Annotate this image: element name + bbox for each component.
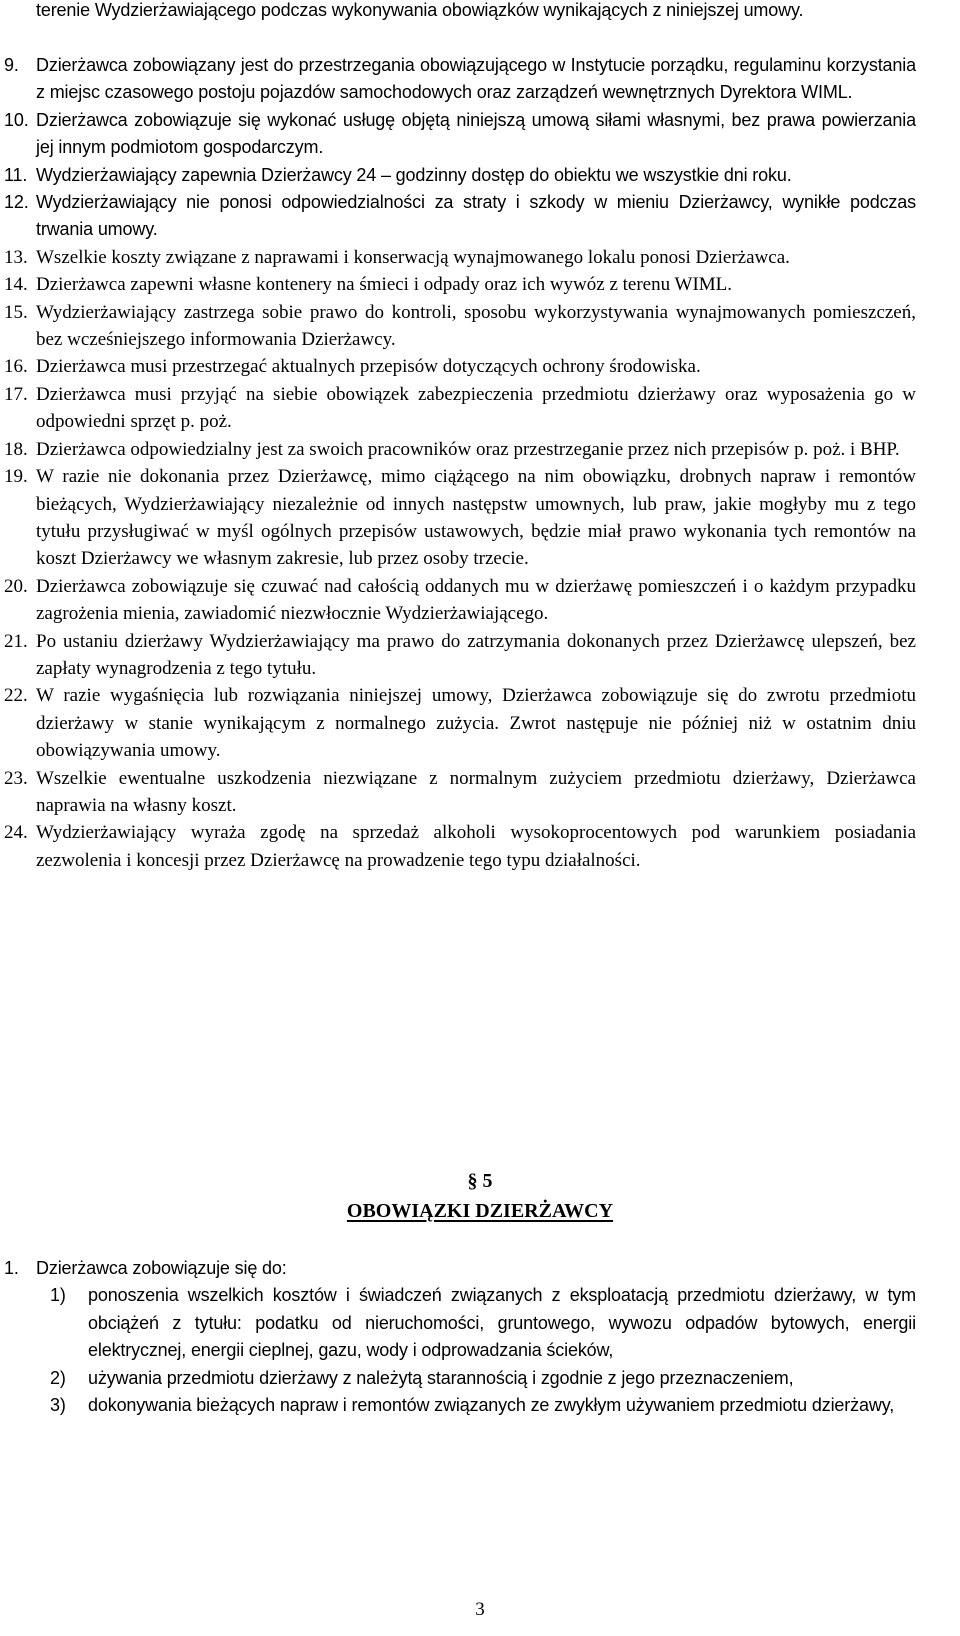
list-item-text: Dzierżawca odpowiedzialny jest za swoich pracowników oraz przestrzeganie przez nich przepisów p. poż. i BHP. bbox=[36, 438, 900, 460]
list-item-text: Dzierżawca musi przyjąć na siebie obowiązek zabezpieczenia przedmiotu dzierżawy oraz wyposażenia go w odpowiedni sprzęt p. poż. bbox=[36, 383, 916, 433]
list-item-text: Po ustaniu dzierżawy Wydzierżawiający ma prawo do zatrzymania dokonanych przez Dzierżawcę ulepszeń, bez zapłaty wynagrodzenia z tego tytułu. bbox=[36, 630, 916, 679]
duties-sub-items bbox=[0, 1282, 960, 1419]
duties-intro-text: Dzierżawca zobowiązuje się do: bbox=[36, 1258, 287, 1278]
duty-sub-item bbox=[50, 1392, 916, 1419]
duty-sub-item bbox=[50, 1365, 916, 1392]
duty-sub-item bbox=[50, 1282, 916, 1364]
list-item bbox=[4, 107, 916, 162]
list-item-number: 23. bbox=[4, 767, 28, 789]
continuation-paragraph: terenie Wydzierżawiającego podczas wykonywania obowiązków wynikających z niniejszej umowy. bbox=[36, 0, 804, 20]
list-item-text: Wydzierżawiający wyraża zgodę na sprzedaż alkoholi wysokoprocentowych pod warunkiem posiadania zezwolenia i koncesji przez Dzierżawcę na prowadzenie tego typu działalności. bbox=[36, 822, 916, 871]
list-item-text: Wszelkie koszty związane z naprawami i konserwacją wynajmowanego lokalu ponosi Dzierżawca. bbox=[36, 246, 790, 268]
list-item-number: 21. bbox=[4, 630, 28, 652]
list-item-number: 15. bbox=[4, 301, 28, 323]
list-item-number: 17. bbox=[4, 383, 28, 405]
duties-intro bbox=[4, 1255, 960, 1282]
duty-sub-item-text: dokonywania bieżących napraw i remontów związanych ze zwykłym używaniem przedmiotu dzierżawy, bbox=[88, 1395, 895, 1416]
list-item bbox=[4, 52, 916, 107]
list-item-text: Dzierżawca musi przestrzegać aktualnych przepisów dotyczących ochrony środowiska. bbox=[36, 356, 701, 378]
list-item bbox=[4, 244, 916, 271]
list-item bbox=[4, 381, 916, 436]
list-item-text: Dzierżawca zobowiązuje się wykonać usługę objętą niniejszą umową siłami własnymi, bez prawa powierzania jej innym podmiotom gospodarczym. bbox=[36, 109, 916, 158]
section-number: § 5 bbox=[467, 1170, 493, 1192]
list-item-number: 13. bbox=[4, 246, 28, 268]
list-item-number: 19. bbox=[4, 466, 28, 488]
list-item-number: 12. bbox=[4, 192, 29, 213]
list-item-text: Wydzierżawiający nie ponosi odpowiedzialności za straty i szkody w mieniu Dzierżawcy, wynikłe podczas trwania umowy. bbox=[36, 192, 916, 240]
list-item bbox=[4, 573, 916, 628]
list-item bbox=[4, 436, 916, 463]
list-item-number: 18. bbox=[4, 438, 28, 460]
duty-sub-item-number: 1) bbox=[50, 1285, 66, 1306]
list-item-number: 14. bbox=[4, 274, 28, 296]
list-item-text: W razie nie dokonania przez Dzierżawcę, mimo ciążącego na nim obowiązku, drobnych napraw i remontów bieżących, Wydzierżawiający niezależnie od innych następstw umownych, lub praw, jakie mogłyby mu z tego tytułu przysługiwać w myśl ogólnych przepisów ustawowych, będzie miał prawo wykonania tych remontów na koszt Dzierżawcy we własnym zakresie, lub przez osoby trzecie. bbox=[36, 466, 916, 570]
duty-sub-item-number: 2) bbox=[50, 1367, 66, 1388]
list-item bbox=[4, 463, 916, 573]
list-item-text: W razie wygaśnięcia lub rozwiązania niniejszej umowy, Dzierżawca zobowiązuje się do zwrotu przedmiotu dzierżawy w stanie wynikającym z normalnego zużycia. Zwrot następuje nie później niż w ostatnim dniu obowiązywania umowy. bbox=[36, 685, 916, 762]
page-number: 3 bbox=[475, 1599, 485, 1620]
section-title: OBOWIĄZKI DZIERŻAWCY bbox=[346, 1200, 614, 1222]
duty-sub-item-number: 3) bbox=[50, 1395, 66, 1416]
list-item-number: 10. bbox=[4, 109, 29, 130]
numbered-list bbox=[0, 52, 960, 874]
duty-sub-item-text: ponoszenia wszelkich kosztów i świadczeń związanych z eksploatacją przedmiotu dzierżawy, w tym obciążeń z tytułu: podatku od nieruchomości, gruntowego, wywozu odpadów bytowych, energii elektrycznej, energii cieplnej, gazu, wody i odprowadzania ścieków, bbox=[88, 1285, 916, 1361]
section-heading bbox=[0, 1166, 960, 1226]
list-item-number: 9. bbox=[4, 55, 19, 75]
list-item bbox=[4, 299, 916, 354]
list-item bbox=[4, 819, 916, 874]
list-item-text: Dzierżawca zobowiązany jest do przestrzegania obowiązującego w Instytucie porządku, regulaminu korzystania z miejsc czasowego postoju pojazdów samochodowych oraz zarządzeń wewnętrznych Dyrektora WIML. bbox=[36, 55, 916, 103]
list-item bbox=[4, 682, 916, 764]
list-item-number: 20. bbox=[4, 575, 28, 597]
list-item-text: Dzierżawca zobowiązuje się czuwać nad całością oddanych mu w dzierżawę pomieszczeń i o każdym przypadku zagrożenia mienia, zawiadomić niezwłocznie Wydzierżawiającego. bbox=[36, 575, 916, 625]
list-item-text: Wydzierżawiający zapewnia Dzierżawcy 24 – godzinny dostęp do obiektu we wszystkie dni roku. bbox=[36, 164, 792, 185]
list-item bbox=[4, 189, 916, 244]
duties-intro-number: 1. bbox=[4, 1258, 19, 1278]
list-item-number: 16. bbox=[4, 356, 28, 378]
list-item-number: 24. bbox=[4, 822, 28, 844]
list-item bbox=[4, 162, 916, 189]
list-item bbox=[4, 765, 916, 820]
list-item-number: 11. bbox=[4, 164, 28, 185]
list-item-text: Wszelkie ewentualne uszkodzenia niezwiązane z normalnym zużyciem przedmiotu dzierżawy, Dzierżawca naprawia na własny koszt. bbox=[36, 767, 916, 816]
list-item bbox=[4, 353, 916, 380]
duties-list bbox=[0, 1255, 960, 1419]
duty-sub-item-text: używania przedmiotu dzierżawy z należytą starannością i zgodnie z jego przeznaczeniem, bbox=[88, 1367, 794, 1388]
list-item-text: Dzierżawca zapewni własne kontenery na śmieci i odpady oraz ich wywóz z terenu WIML. bbox=[36, 274, 733, 296]
list-item bbox=[4, 271, 916, 298]
list-item-text: Wydzierżawiający zastrzega sobie prawo do kontroli, sposobu wykorzystywania wynajmowanych pomieszczeń, bez wcześniejszego informowania Dzierżawcy. bbox=[36, 301, 916, 351]
list-item bbox=[4, 628, 916, 683]
list-item-number: 22. bbox=[4, 685, 28, 707]
